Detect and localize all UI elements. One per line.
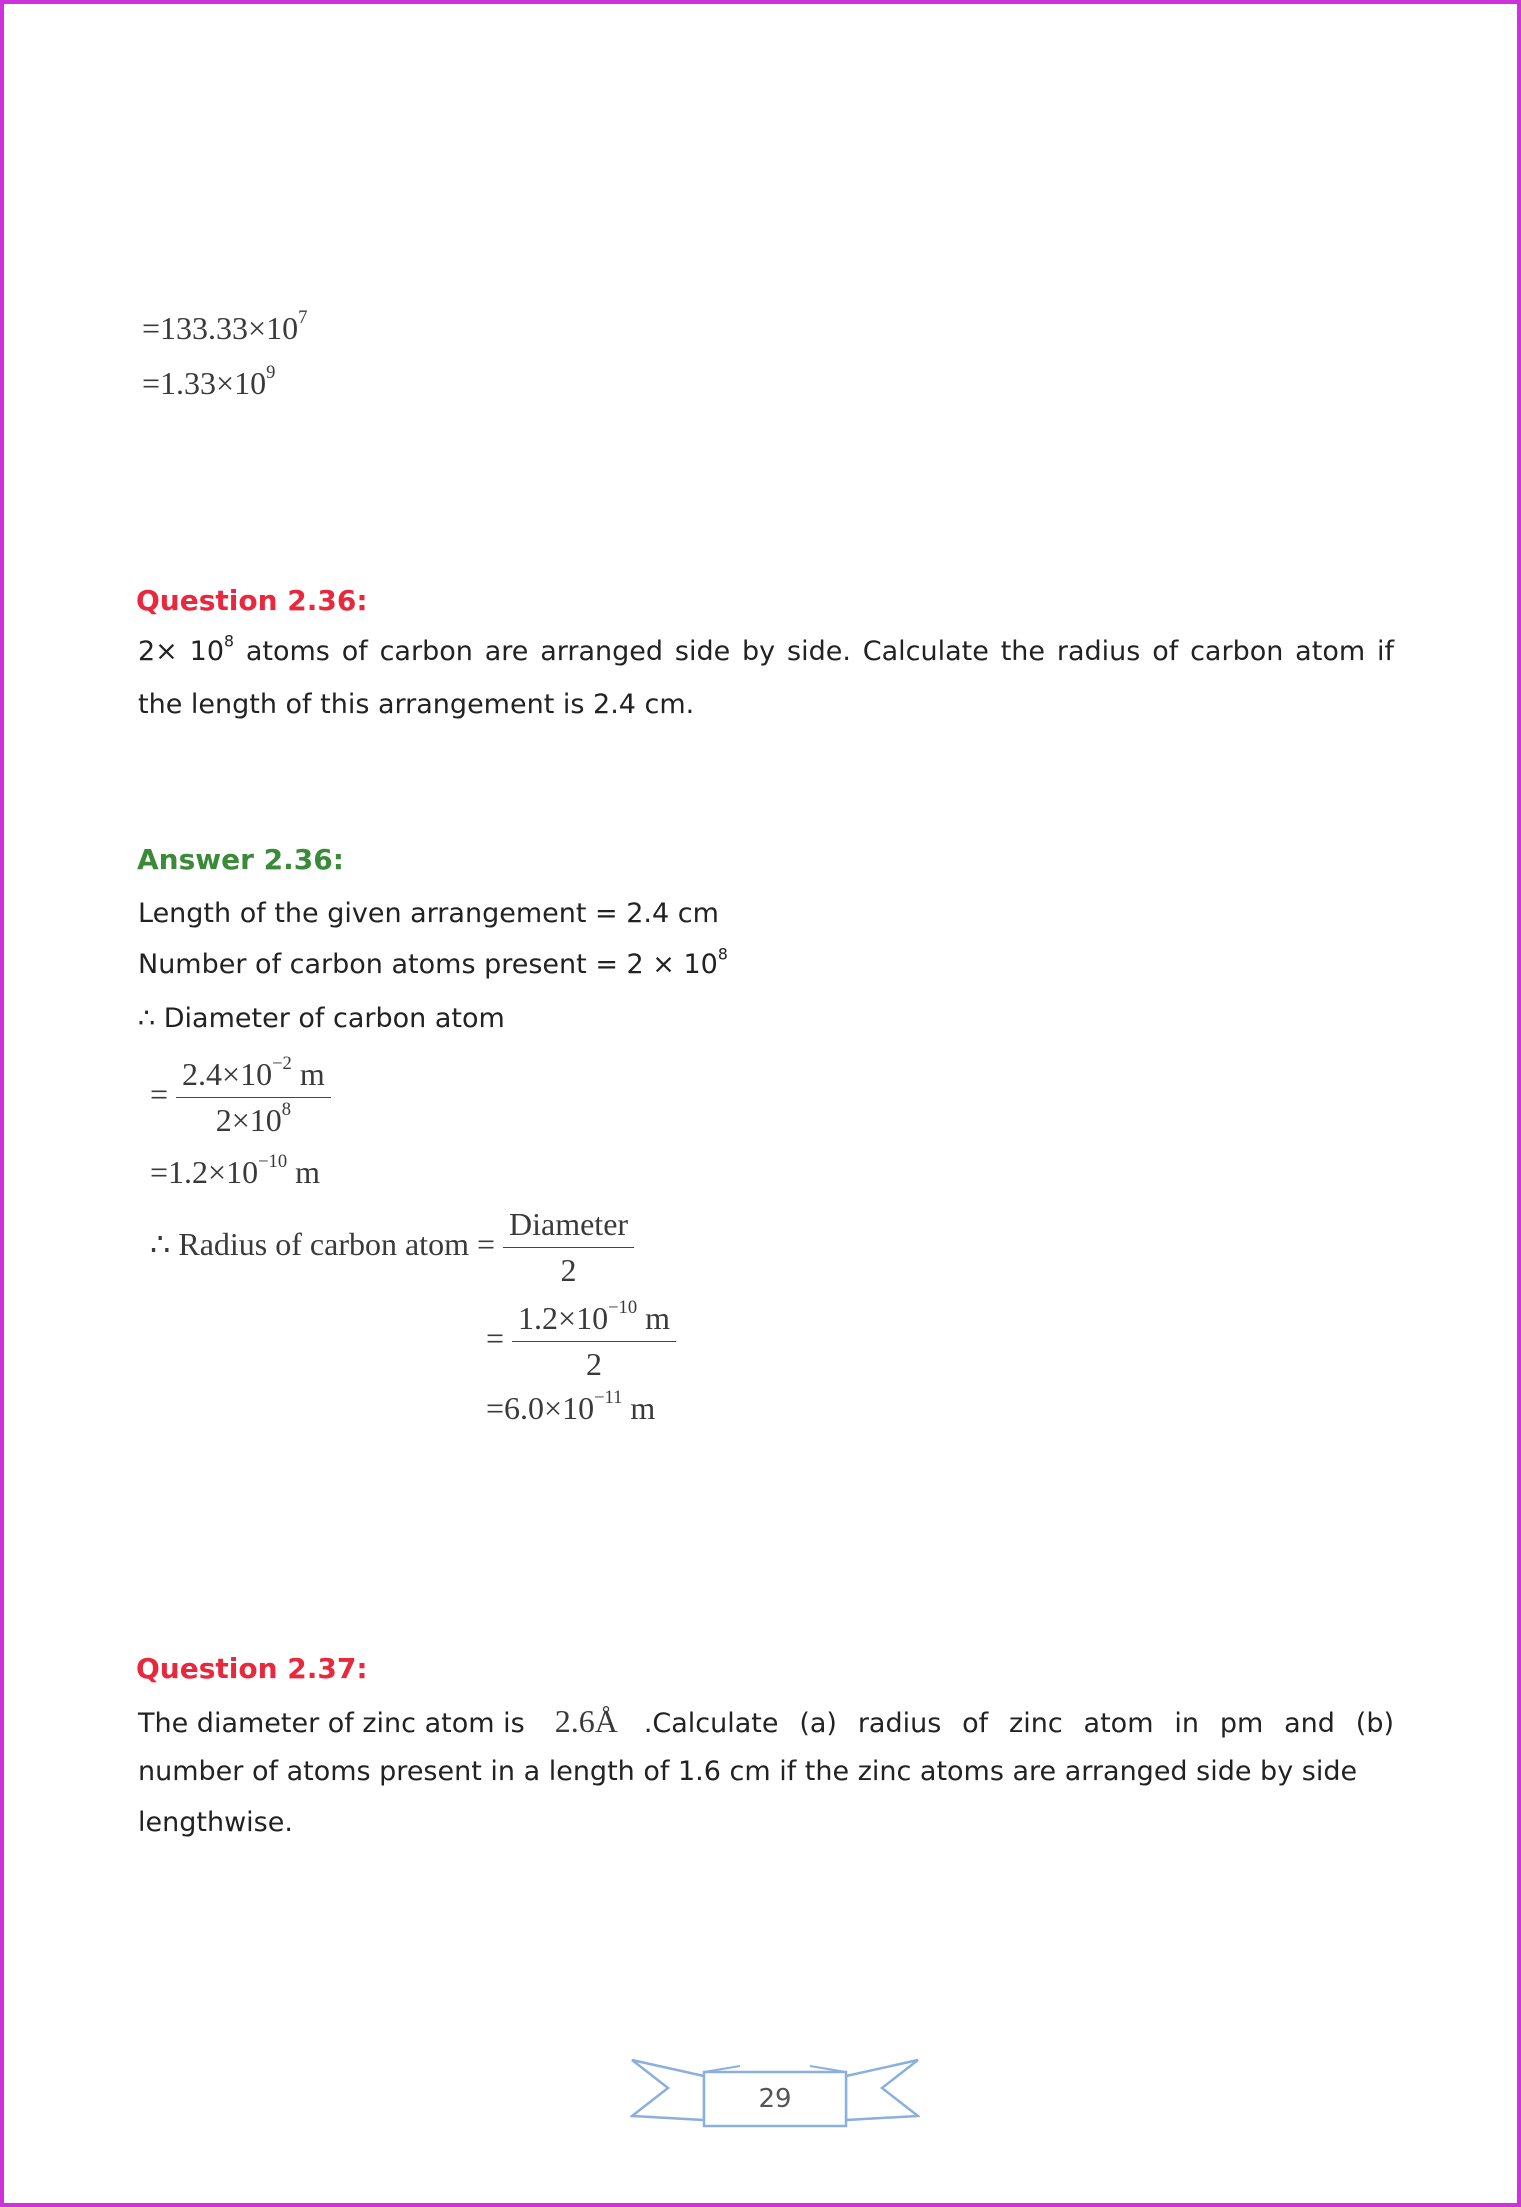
page-number: 29 (758, 2084, 792, 2114)
question-2-36-line-1: $2\times 10^8$ atoms of carbon are arranged side by side. Calculate the radius of carbon atom if (138, 631, 1394, 667)
question-2-36-heading: Question 2.36: (136, 584, 368, 617)
question-2-37-heading: Question 2.37: (136, 1652, 368, 1685)
radius-result: $=6.0\times 10^{-11}$ m (486, 1387, 656, 1426)
question-2-36-line-2: the length of this arrangement is 2.4 cm. (138, 689, 695, 720)
calc-line-1: $=133.33\times 10^7$ (142, 307, 308, 346)
answer-number-line: Number of carbon atoms present = $2 \times 10^8$ (138, 944, 728, 980)
question-2-37-line-3: lengthwise. (138, 1807, 293, 1838)
radius-fraction: = $\frac{1.2\times 10^{-10} m}{2}$ (486, 1300, 676, 1383)
calc-line-2: $=1.33\times 10^9$ (142, 362, 276, 401)
answer-diameter-line: ∴ Diameter of carbon atom (138, 1003, 505, 1034)
diameter-result: $=1.2\times 10^{-10}$ m (150, 1151, 320, 1190)
question-2-37-line-2: number of atoms present in a length of 1.6 cm if the zinc atoms are arranged side by side (138, 1756, 1358, 1787)
page-number-ribbon (630, 2056, 920, 2136)
fraction: $\frac{1.2\times 10^{-10} m}{2}$ (512, 1300, 676, 1383)
fraction: $\frac{\text{Diameter}}{2}$ (503, 1206, 634, 1289)
question-2-37-line-1: The diameter of zinc atom is 2.6Å .Calculate (a) radius of zinc atom in pm and (b) (138, 1696, 1394, 1749)
answer-2-36-heading: Answer 2.36: (137, 843, 344, 876)
answer-length-line: Length of the given arrangement = 2.4 cm (138, 898, 719, 929)
zinc-diameter-value: 2.6Å (554, 1703, 618, 1739)
diameter-fraction: = $\frac{2.4\times 10^{-2} m}{2\times 10^8}$ (150, 1056, 331, 1139)
fraction: $\frac{2.4\times 10^{-2} m}{2\times 10^8}$ (176, 1056, 331, 1139)
radius-formula: ∴ Radius of carbon atom = $\frac{\text{Diameter}}{2}$ (150, 1206, 634, 1289)
